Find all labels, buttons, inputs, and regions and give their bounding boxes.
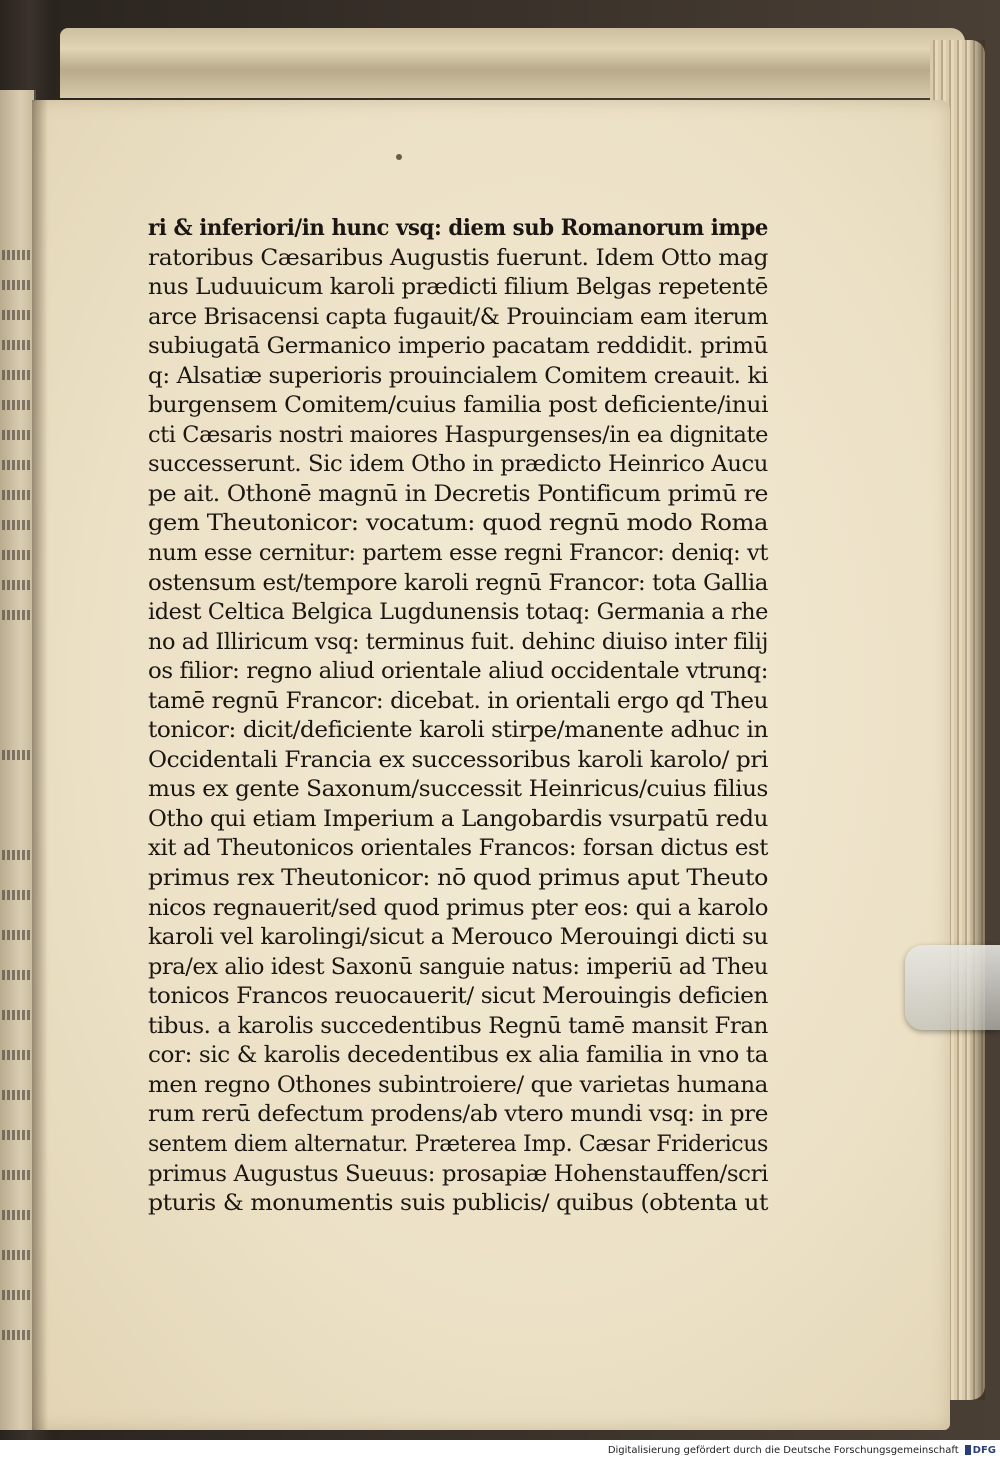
page-clip <box>905 945 1000 1030</box>
text-line: Otho qui etiam Imperium a Langobardis vsurpatū redu <box>148 806 768 832</box>
text-line: no ad Illiricum vsq: terminus fuit. dehinc diuiso inter filij <box>148 629 768 655</box>
text-line: ostensum est/tempore karoli regnū Francor: tota Gallia <box>148 570 768 596</box>
dfg-logo <box>965 1445 996 1456</box>
text-line: gem Theutonicor: vocatum: quod regnū modo Roma <box>148 511 768 537</box>
text-line: ratoribus Cæsaribus Augustis fuerunt. Idem Otto mag <box>148 245 768 271</box>
text-line: tamē regnū Francor: dicebat. in orientali ergo qd Theu <box>148 688 768 714</box>
footer-bar <box>0 1440 1000 1460</box>
text-line: rum rerū defectum prodens/ab vtero mundi vsq: in pre <box>148 1102 768 1128</box>
text-line: pturis & monumentis suis publicis/ quibus (obtenta ut <box>148 1191 768 1217</box>
ink-speck <box>396 154 402 160</box>
text-line: q: Alsatiæ superioris prouincialem Comitem creauit. ki <box>148 363 768 389</box>
text-line: arce Brisacensi capta fugauit/& Prouinciam eam iterum <box>148 304 768 330</box>
text-line: pra/ex alio idest Saxonū sanguie natus: imperiū ad Theu <box>148 954 768 980</box>
text-line: primus Augustus Sueuus: prosapiæ Hohenstauffen/scri <box>148 1161 768 1187</box>
text-line: tonicos Francos reuocauerit/ sicut Merouingis deficien <box>148 984 768 1010</box>
text-line: cti Cæsaris nostri maiores Haspurgenses/in ea dignitate <box>148 422 768 448</box>
text-line: mus ex gente Saxonum/successit Heinricus/cuius filius <box>148 777 768 803</box>
text-line: idest Celtica Belgica Lugdunensis totaq: Germania a rhe <box>148 600 768 626</box>
text-line: tonicor: dicit/deficiente karoli stirpe/manente adhuc in <box>148 718 768 744</box>
text-line: Occidentali Francia ex successoribus karoli karolo/ pri <box>148 747 768 773</box>
text-line: subiugatā Germanico imperio pacatam reddidit. primū <box>148 334 768 360</box>
text-line: cor: sic & karolis decedentibus ex alia familia in vno ta <box>148 1043 768 1069</box>
page-stack-top <box>60 28 965 98</box>
funding-credit: Digitalisierung gefördert durch die Deutsche Forschungsgemeinschaft <box>607 1444 959 1456</box>
text-line: sentem diem alternatur. Præterea Imp. Cæsar Fridericus <box>148 1131 768 1157</box>
text-line: ri & inferiori/in hunc vsq: diem sub Romanorum impe <box>148 215 768 241</box>
text-line: nicos regnauerit/sed quod primus pter eos: qui a karolo <box>148 895 769 921</box>
text-line: karoli vel karolingi/sicut a Merouco Merouingi dicti su <box>148 925 768 951</box>
text-line: primus rex Theutonicor: nō quod primus aput Theuto <box>148 866 768 892</box>
text-line: nus Luduuicum karoli prædicti filium Belgas repetentē <box>148 275 768 301</box>
text-line: xit ad Theutonicos orientales Francos: forsan dictus est <box>148 836 768 862</box>
text-line: men regno Othones subintroiere/ que varietas humana <box>148 1072 768 1098</box>
text-line: successerunt. Sic idem Otho in prædicto Heinrico Aucu <box>148 452 768 478</box>
text-line: num esse cernitur: partem esse regni Francor: deniq: vt <box>148 541 769 567</box>
text-line: burgensem Comitem/cuius familia post deficiente/inui <box>148 393 768 419</box>
printed-text-block <box>148 214 768 1219</box>
text-line: pe ait. Othonē magnū in Decretis Pontificum primū re <box>148 481 768 507</box>
text-line: tibus. a karolis succedentibus Regnū tamē mansit Fran <box>148 1013 768 1039</box>
page-gutter-shadow <box>32 100 48 1430</box>
dfg-logo-text: DFG <box>972 1444 996 1456</box>
facing-page-edge <box>0 90 36 1430</box>
text-line: os filior: regno aliud orientale aliud occidentale vtrunq: <box>148 659 768 685</box>
